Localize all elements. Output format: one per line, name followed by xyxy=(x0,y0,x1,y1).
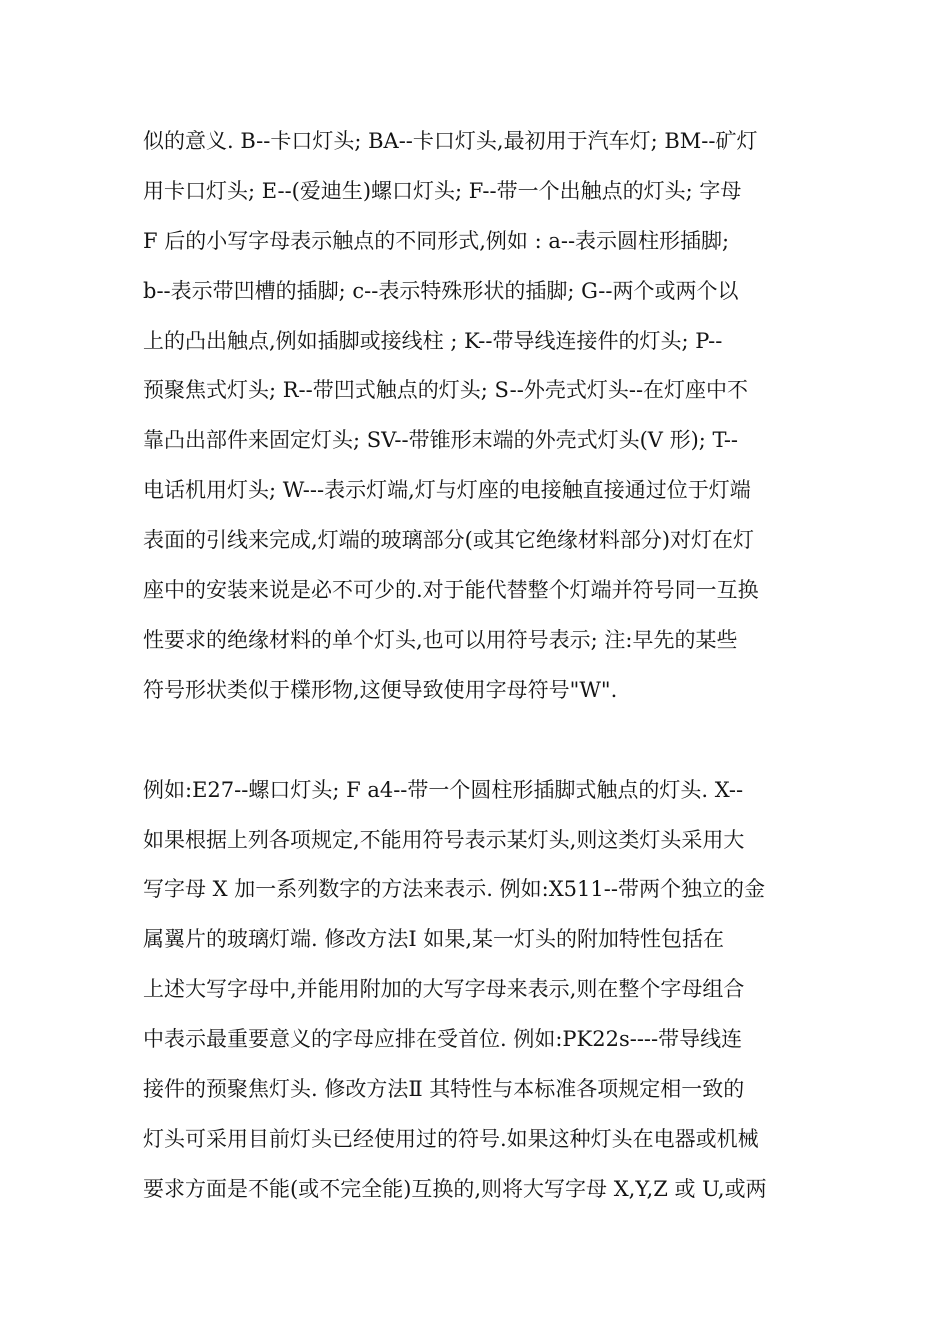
text-line: 预聚焦式灯头; R--带凹式触点的灯头; S--外壳式灯头--在灯座中不 xyxy=(143,378,749,403)
text-line: 电话机用灯头; W---表示灯端,灯与灯座的电接触直接通过位于灯端 xyxy=(143,478,751,503)
text-line: 座中的安装来说是必不可少的.对于能代替整个灯端并符号同一互换 xyxy=(143,578,759,603)
text-line: 似的意义. B--卡口灯头; BA--卡口灯头,最初用于汽车灯; BM--矿灯 xyxy=(143,129,758,153)
text-line: 靠凸出部件来固定灯头; SV--带锥形末端的外壳式灯头(V 形); T-- xyxy=(143,428,739,453)
text-line: 例如:E27--螺口灯头; F a4--带一个圆柱形插脚式触点的灯头. X-- xyxy=(143,777,744,802)
text-line: 如果根据上列各项规定,不能用符号表示某灯头,则这类灯头采用大 xyxy=(143,827,745,852)
text-line: 接件的预聚焦灯头. 修改方法Ⅱ 其特性与本标准各项规定相一致的 xyxy=(143,1077,745,1102)
text-line: 写字母 X 加一系列数字的方法来表示. 例如:X511--带两个独立的金 xyxy=(143,877,765,902)
text-line: 符号形状类似于檏形物,这便导致使用字母符号"W". xyxy=(143,677,618,702)
paragraph-2 xyxy=(143,766,815,1215)
document-body xyxy=(143,117,815,1215)
text-line: 中表示最重要意义的字母应排在受首位. 例如:PK22s----带导线连 xyxy=(143,1027,743,1052)
text-line: 属翼片的玻璃灯端. 修改方法Ⅰ 如果,某一灯头的附加特性包括在 xyxy=(143,927,724,952)
text-line: b--表示带凹槽的插脚; c--表示特殊形状的插脚; G--两个或两个以 xyxy=(143,278,739,303)
paragraph-1 xyxy=(143,117,815,716)
text-line: 上述大写字母中,并能用附加的大写字母来表示,则在整个字母组合 xyxy=(143,977,745,1002)
text-line: 性要求的绝缘材料的单个灯头,也可以用符号表示; 注:早先的某些 xyxy=(143,627,738,652)
text-line: 灯头可采用目前灯头已经使用过的符号.如果这种灯头在电器或机械 xyxy=(143,1126,759,1151)
text-line: 上的凸出触点,例如插脚或接线柱 ; K--带导线连接件的灯头; P-- xyxy=(143,328,723,353)
paragraph-gap xyxy=(143,716,815,766)
text-line: F 后的小写字母表示触点的不同形式,例如 : a--表示圆柱形插脚; xyxy=(143,228,730,253)
text-line: 表面的引线来完成,灯端的玻璃部分(或其它绝缘材料部分)对灯在灯 xyxy=(143,528,755,553)
text-line: 要求方面是不能(或不完全能)互换的,则将大写字母 X,Y,Z 或 U,或两 xyxy=(143,1176,767,1201)
text-line: 用卡口灯头; E--(爱迪生)螺口灯头; F--带一个出触点的灯头; 字母 xyxy=(143,178,742,203)
